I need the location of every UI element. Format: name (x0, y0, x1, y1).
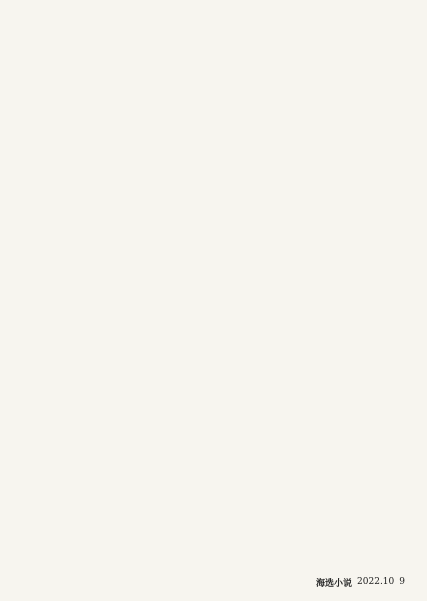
magazine-name: 海选小说 (316, 578, 353, 589)
left-column (18, 44, 206, 564)
right-column (221, 44, 409, 564)
issue-number: 2022.10 (357, 577, 395, 587)
page-footer (0, 575, 427, 589)
page-number: 9 (399, 577, 405, 587)
